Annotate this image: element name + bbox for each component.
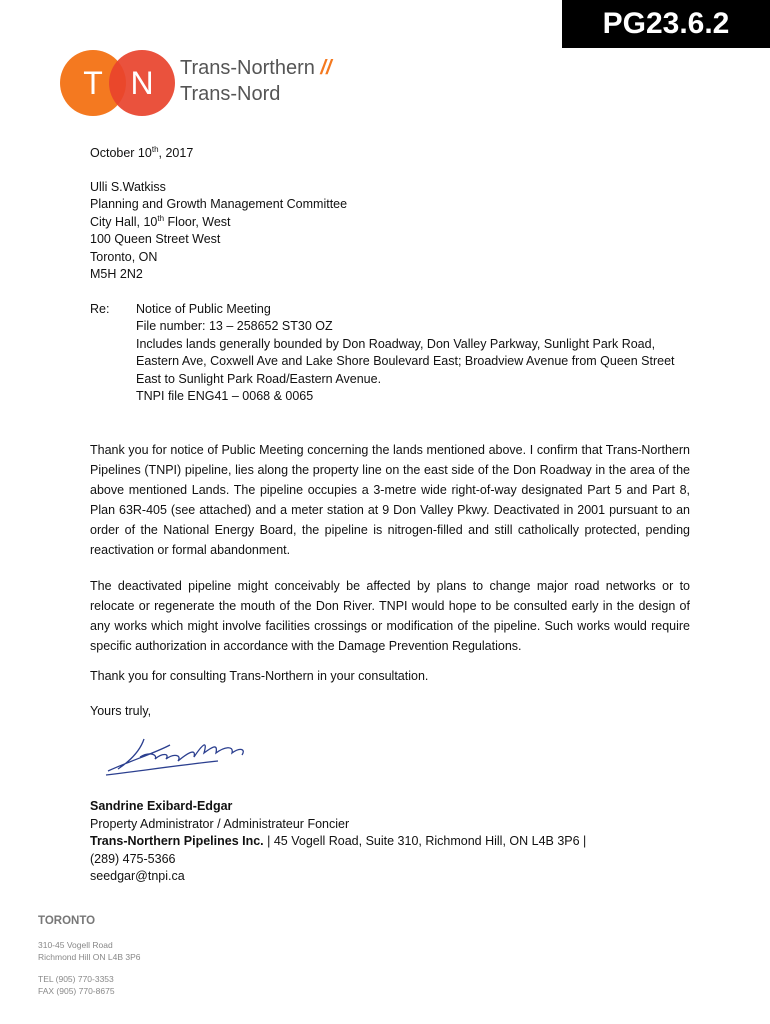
subject-line: File number: 13 – 258652 ST30 OZ [136,319,333,333]
handwritten-signature [100,731,260,781]
signer-title: Property Administrator / Administrateur Foncier [90,816,350,831]
footer-fax: FAX (905) 770-8675 [38,986,115,996]
brand-slash: // [320,57,332,79]
recipient-address1: City Hall, 10th Floor, West [90,213,231,229]
brand-name-en: Trans-Northern [180,57,315,79]
letter-date: October 10th, 2017 [90,144,194,160]
document-reference: PG23.6.2 [562,0,770,48]
subject-line: Notice of Public Meeting [136,301,271,316]
recipient-name: Ulli S.Watkiss [90,179,166,194]
logo-initial-t: T [83,65,103,101]
recipient-address2: 100 Queen Street West [90,232,221,246]
closing: Yours truly, [90,704,152,718]
footer-city: TORONTO [38,915,96,927]
logo-circles-icon [58,48,178,118]
footer-address2: Richmond Hill ON L4B 3P6 [38,952,141,962]
signer-name: Sandrine Exibard-Edgar [90,799,233,813]
brand-name-fr: Trans-Nord [180,83,281,105]
footer [38,915,141,997]
signer-company-address: | 45 Vogell Road, Suite 310, Richmond Hill, ON L4B 3P6 | [263,834,587,848]
signer-email[interactable]: seedgar@tnpi.ca [90,869,185,883]
recipient-block [90,179,690,284]
recipient-committee: Planning and Growth Management Committee [90,197,348,211]
paragraph-2: The deactivated pipeline might conceivably be affected by plans to change major road networks or to relocate or regenerate the mouth of the Don River. TNPI would hope to be consulted early in the design of any works which might involve facilities crossings or modification of the pipeline. Such works would require specific authorization in accordance with the Damage Prevention Regulations. [90,578,690,653]
company-logo [58,48,378,120]
logo-initial-n: N [130,65,154,101]
signer-company: Trans-Northern Pipelines Inc. [90,834,264,848]
letter-body [90,145,690,886]
footer-tel: TEL (905) 770-3353 [38,974,114,984]
subject-label: Re: [90,301,110,316]
footer-address1: 310-45 Vogell Road [38,940,113,950]
signer-phone: (289) 475-5366 [90,851,176,866]
subject-lines [136,301,690,406]
subject-line: TNPI file ENG41 – 0068 & 0065 [136,389,314,403]
paragraph-1: Thank you for notice of Public Meeting concerning the lands mentioned above. I confirm that Trans-Northern Pipelines (TNPI) pipeline, lies along the property line on the east side of the Don Roadway in the area of the above mentioned Lands. The pipeline occupies a 3-metre wide right-of-way designated Part 5 and Part 8, Plan 63R-405 (see attached) and a meter station at 9 Don Valley Pkwy. Deactivated in 2001 pursuant to an order of the National Energy Board, the pipeline is nitrogen-filled and still catholically protected, pending reactivation or formal abandonment. [90,442,690,557]
logo-wordmark [180,55,332,107]
signer-company-line [90,833,690,851]
subject-block [90,301,690,406]
recipient-city: Toronto, ON [90,249,158,264]
paragraph-3: Thank you for consulting Trans-Northern in your consultation. [90,668,429,683]
recipient-postal: M5H 2N2 [90,267,143,281]
subject-line: Includes lands generally bounded by Don Roadway, Don Valley Parkway, Sunlight Park Road, Eastern Ave, Coxwell Ave and Lake Shore Boulevard East; Broadview Avenue from Queen Street East to Sunlight Park Road/Eastern Avenue. [136,336,675,386]
